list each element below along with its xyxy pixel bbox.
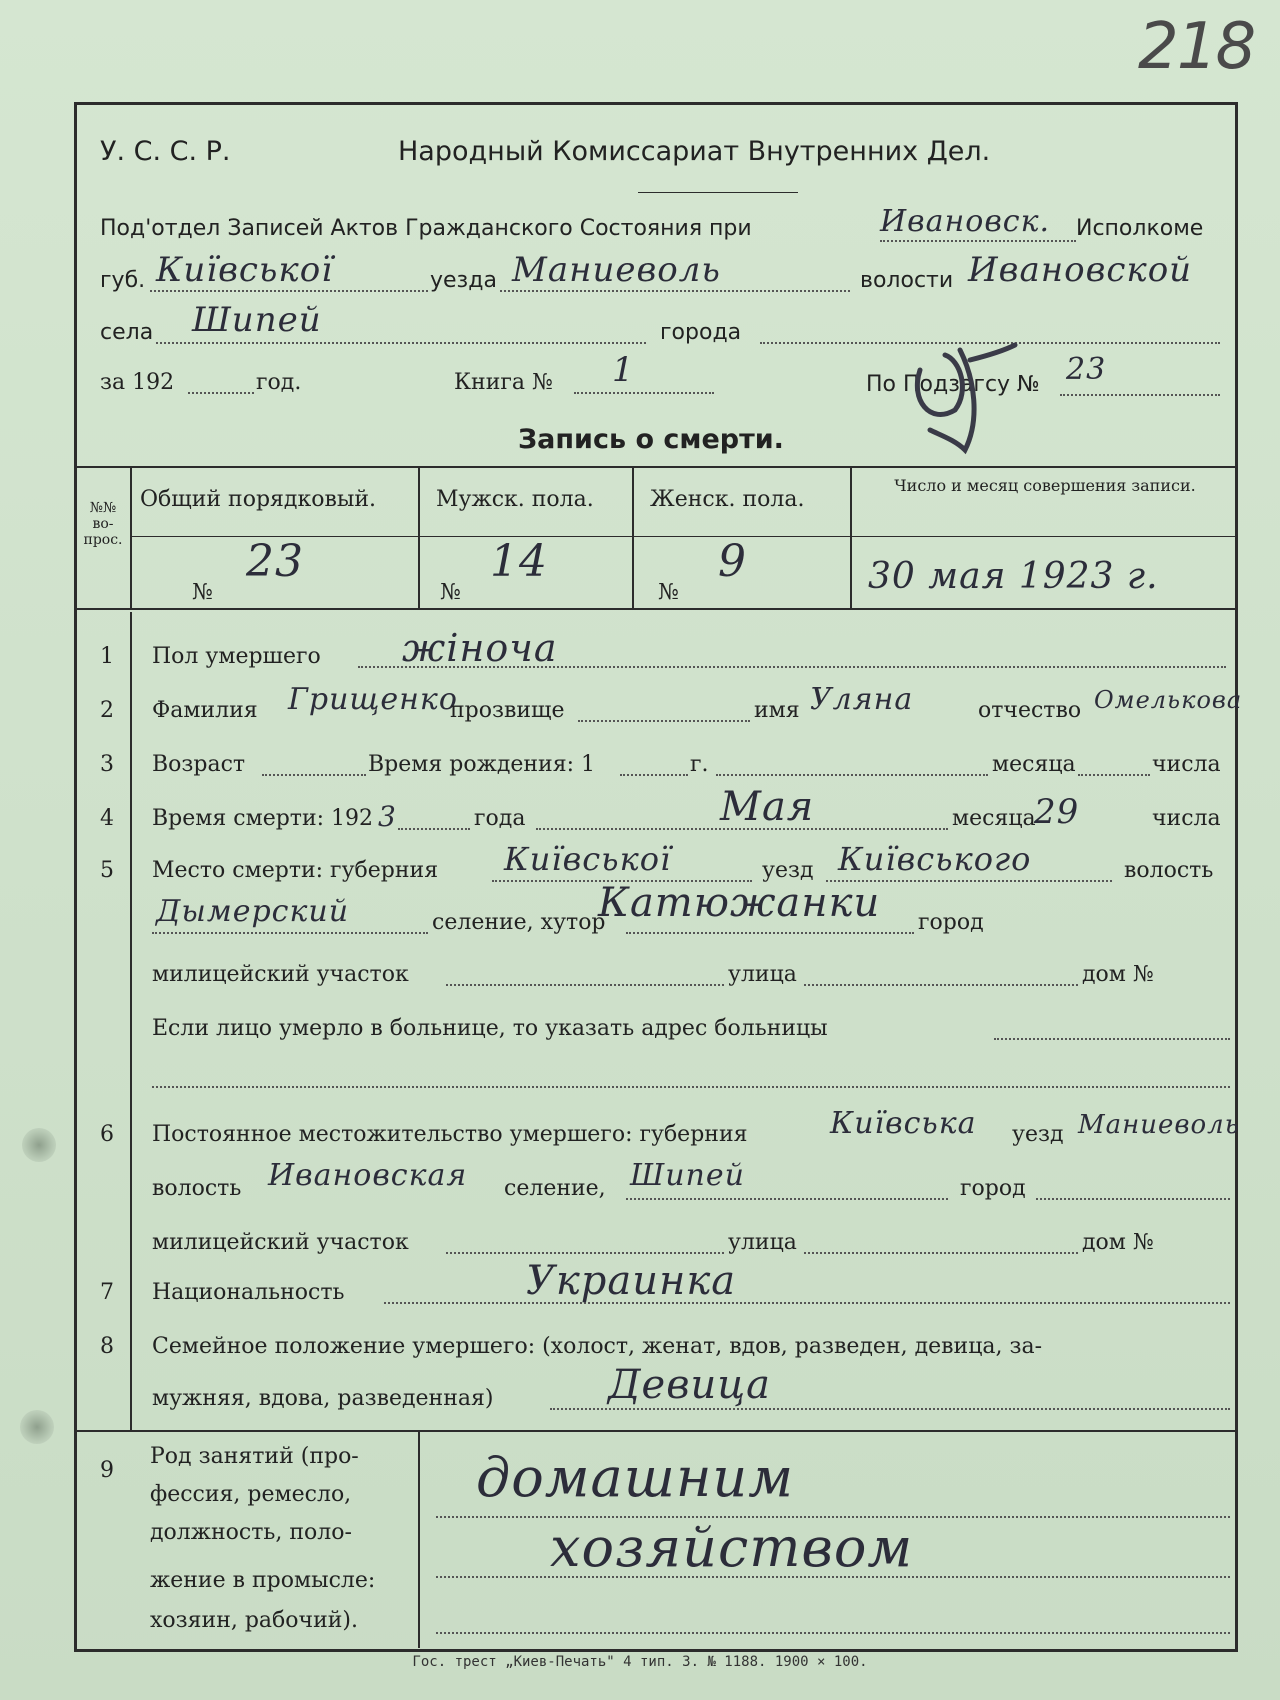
birth-day-label: числа — [1152, 752, 1221, 777]
occupation-label-4: жение в промысле: — [150, 1568, 376, 1593]
patronymic-value: Омелькова — [1094, 686, 1243, 714]
nationality-label: Национальность — [152, 1280, 345, 1305]
printer-footer: Гос. трест „Киев-Печать" 4 тип. 3. № 1188. 1900 × 100. — [412, 1654, 868, 1670]
male-number: 14 — [490, 536, 548, 587]
table-divider — [418, 466, 420, 608]
dotted-line — [1078, 774, 1150, 776]
residence-volost-label: волость — [152, 1176, 242, 1201]
occupation-value-1: домашним — [476, 1446, 794, 1509]
place-uezd-label: уезд — [762, 858, 814, 883]
dotted-line — [398, 828, 470, 830]
uezd-value: Маниеволь — [512, 250, 721, 290]
residence-settlement-value: Шипей — [630, 1158, 745, 1193]
death-label: Время смерти: 192 — [152, 806, 374, 831]
marital-label-1: Семейное положение умершего: (холост, женат, вдов, разведен, девица, за- — [152, 1334, 1043, 1359]
row-number: 1 — [100, 644, 114, 669]
dotted-line — [626, 932, 914, 934]
dotted-line — [436, 1632, 1230, 1634]
death-month-value: Мая — [720, 784, 815, 830]
marital-label-2: мужняя, вдова, разведенная) — [152, 1386, 494, 1411]
death-month-label: месяца — [952, 806, 1036, 831]
residence-uezd-value: Маниеволь — [1078, 1110, 1240, 1140]
row-number: 9 — [100, 1458, 114, 1483]
dotted-line — [994, 1038, 1230, 1040]
death-year-digit: 3 — [378, 800, 397, 833]
surname-value: Грищенко — [288, 682, 458, 717]
residence-gub-value: Київська — [830, 1106, 977, 1141]
record-date: 30 мая 1923 г. — [868, 556, 1159, 597]
record-title: Запись о смерти. — [518, 424, 784, 455]
kniga-label: Книга № — [454, 370, 553, 395]
col-female-header: Женск. пола. — [650, 487, 805, 512]
death-day-value: 29 — [1034, 792, 1080, 832]
dotted-line — [1036, 1198, 1230, 1200]
row-number: 6 — [100, 1122, 114, 1147]
nationality-value: Украинка — [526, 1258, 737, 1304]
row-number: 3 — [100, 752, 114, 777]
dotted-line — [152, 1086, 1230, 1088]
age-label: Возраст — [152, 752, 246, 777]
place-gub-value: Київської — [504, 840, 672, 878]
city-label: город — [918, 910, 984, 935]
gub-value: Київської — [156, 250, 334, 290]
death-year-label: года — [474, 806, 526, 831]
commissariat-title: Народный Комиссариат Внутренних Дел. — [398, 136, 991, 167]
occupation-label-5: хозяин, рабочий). — [150, 1608, 358, 1633]
residence-label: Постоянное местожительство умершего: губерния — [152, 1122, 748, 1147]
table-divider — [850, 466, 852, 608]
hospital-label: Если лицо умерло в больнице, то указать адрес больницы — [152, 1016, 828, 1041]
birth-label: Время рождения: 1 — [368, 752, 595, 777]
punch-hole — [22, 1128, 56, 1162]
sex-value: жіноча — [402, 626, 558, 670]
section-rule — [76, 1430, 1238, 1432]
dotted-line — [880, 240, 1076, 242]
header-rule — [638, 192, 798, 193]
dotted-line — [446, 1252, 724, 1254]
occupation-label-1: Род занятий (про- — [150, 1444, 359, 1469]
dotted-line — [500, 290, 850, 292]
sex-label: Пол умершего — [152, 644, 321, 669]
place-uezd-value: Київського — [838, 840, 1032, 878]
death-day-label: числа — [1152, 806, 1221, 831]
selo-value: Шипей — [192, 300, 322, 340]
dotted-line — [262, 774, 366, 776]
row-number: 5 — [100, 858, 114, 883]
selo-label: села — [100, 320, 154, 345]
number-column-divider — [130, 612, 132, 1430]
male-no-sign: № — [440, 580, 461, 605]
house-label: дом № — [1082, 962, 1154, 987]
volost-label: волости — [860, 268, 954, 293]
residence-uezd-label: уезд — [1012, 1122, 1064, 1147]
nickname-label: прозвище — [450, 698, 565, 723]
street-label: улица — [728, 962, 797, 987]
podzagsu-label: По Подзагсу № — [866, 372, 1040, 397]
nn-label: №№ во- прос. — [83, 500, 123, 548]
za-label: за 192 — [100, 370, 175, 395]
residence-street-label: улица — [728, 1230, 797, 1255]
settlement-value: Катюжанки — [598, 880, 881, 926]
row-number: 8 — [100, 1334, 114, 1359]
residence-volost-value: Ивановская — [268, 1158, 468, 1193]
militia-label: милицейский участок — [152, 962, 409, 987]
dotted-line — [550, 1408, 1230, 1410]
dotted-line — [150, 290, 428, 292]
occupation-label-2: фессия, ремесло, — [150, 1482, 352, 1507]
dotted-line — [578, 720, 750, 722]
female-number: 9 — [718, 536, 747, 587]
uezd-label: уезда — [430, 268, 497, 293]
dotted-line — [574, 392, 714, 394]
name-value: Уляна — [810, 682, 914, 717]
dotted-line — [156, 342, 646, 344]
name-label: имя — [754, 698, 800, 723]
settlement-label: селение, хутор — [432, 910, 606, 935]
col-general-header: Общий порядковый. — [140, 487, 377, 512]
row-number: 7 — [100, 1280, 114, 1305]
dotted-line — [620, 774, 688, 776]
dotted-line — [446, 984, 724, 986]
residence-city-label: город — [960, 1176, 1026, 1201]
dotted-line — [1060, 394, 1220, 396]
dotted-line — [626, 1198, 948, 1200]
place-volost-label: волость — [1124, 858, 1214, 883]
archive-number: 218 — [1138, 10, 1255, 84]
col-male-header: Мужск. пола. — [436, 487, 594, 512]
dotted-line — [152, 932, 428, 934]
gub-label: губ. — [100, 268, 146, 293]
occupation-divider — [418, 1432, 420, 1648]
dotted-line — [716, 774, 988, 776]
podzagsu-value: 23 — [1066, 352, 1107, 387]
birth-month-label: месяца — [992, 752, 1076, 777]
place-volost-value: Дымерский — [156, 894, 350, 929]
subdept-value: Ивановск. — [880, 204, 1051, 239]
place-label: Место смерти: губерния — [152, 858, 439, 883]
residence-settlement-label: селение, — [504, 1176, 606, 1201]
residence-militia-label: милицейский участок — [152, 1230, 409, 1255]
table-rule — [76, 466, 1238, 468]
republic-title: У. С. С. Р. — [100, 136, 231, 167]
patronymic-label: отчество — [978, 698, 1082, 723]
punch-hole — [20, 1410, 54, 1444]
subdept-label: Под'отдел Записей Актов Гражданского Состояния при — [100, 216, 752, 241]
ispolkom-label: Исполкоме — [1076, 216, 1204, 241]
marital-value: Девица — [608, 1362, 771, 1408]
general-no-sign: № — [192, 580, 213, 605]
row-number: 2 — [100, 698, 114, 723]
table-divider — [632, 466, 634, 608]
dotted-line — [804, 984, 1078, 986]
gorod-label: города — [660, 320, 742, 345]
kniga-value: 1 — [612, 350, 635, 390]
dotted-line — [804, 1252, 1078, 1254]
table-rule — [76, 608, 1238, 610]
table-divider — [130, 466, 132, 608]
volost-value: Ивановской — [968, 250, 1193, 290]
residence-house-label: дом № — [1082, 1230, 1154, 1255]
col-date-header: Число и месяц совершения записи. — [894, 476, 1196, 495]
occupation-label-3: должность, поло- — [150, 1520, 352, 1545]
row-number: 4 — [100, 806, 114, 831]
occupation-value-2: хозяйством — [550, 1516, 914, 1579]
signature-mark — [900, 330, 1020, 460]
female-no-sign: № — [658, 580, 679, 605]
surname-label: Фамилия — [152, 698, 258, 723]
general-number: 23 — [246, 536, 304, 587]
dotted-line — [188, 392, 254, 394]
birth-g-label: г. — [690, 752, 709, 777]
god-label: год. — [256, 370, 302, 395]
dotted-line — [384, 1302, 1230, 1304]
